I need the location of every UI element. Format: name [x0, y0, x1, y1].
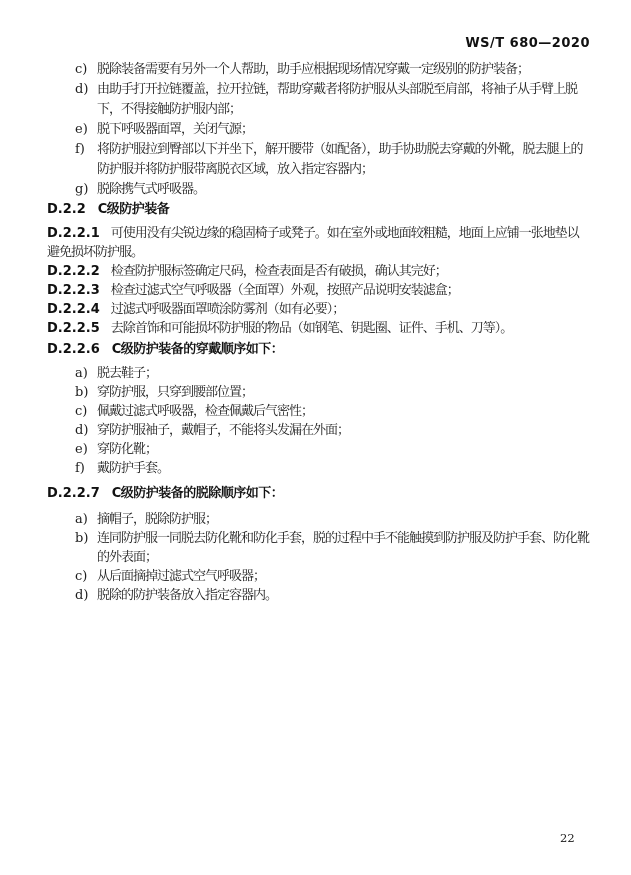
list-item: [47, 140, 590, 180]
doffing-order-list: [47, 510, 590, 605]
list-item-label: a): [75, 512, 88, 527]
list-item: [47, 510, 590, 529]
clause-text: 过滤式呼吸器面罩喷涂防雾剂（如有必要）；: [110, 302, 345, 317]
list-item: [47, 586, 590, 605]
clause-text: 可使用没有尖锐边缘的稳固椅子或凳子。如在室外或地面较粗糙，地面上应铺一张地垫以避免损坏防护服。: [47, 226, 579, 260]
list-item: [47, 459, 590, 478]
list-item-text: 穿防护服，只穿到腰部位置；: [97, 385, 254, 400]
section-heading-d2227: [47, 484, 590, 504]
list-item-text: 戴防护手套。: [97, 461, 170, 476]
list-item: [47, 402, 590, 421]
list-item-label: a): [75, 366, 88, 381]
list-item-text: 脱除的防护装备放入指定容器内。: [97, 588, 278, 603]
clause-number: D.2.2.2: [47, 264, 100, 279]
list-item-label: e): [75, 122, 88, 137]
doffing-steps-list-continued: [47, 60, 590, 200]
list-item-label: c): [75, 404, 88, 419]
list-item-text: 脱去鞋子；: [97, 366, 158, 381]
list-item-label: f): [75, 142, 85, 157]
list-item-text: 脱下呼吸器面罩，关闭气源；: [97, 122, 254, 137]
list-item: [47, 364, 590, 383]
clause-d2222: [47, 262, 590, 281]
clause-number: D.2.2.4: [47, 302, 100, 317]
list-item-label: g): [75, 182, 89, 197]
list-item-text: 脱除携气式呼吸器。: [97, 182, 206, 197]
page-content: [47, 54, 590, 605]
clause-title: C级防护装备的穿戴顺序如下：: [111, 342, 284, 357]
donning-order-list: [47, 364, 590, 478]
clause-d2221: [47, 224, 590, 262]
clause-number: D.2.2.6: [47, 342, 100, 357]
list-item-label: e): [75, 442, 88, 457]
list-item-text: 摘帽子，脱除防护服；: [97, 512, 218, 527]
list-item-text: 连同防护服一同脱去防化靴和防化手套，脱的过程中手不能触摸到防护服及防护手套、防化靴的外表面；: [97, 531, 590, 565]
list-item: [47, 60, 590, 80]
list-item: [47, 567, 590, 586]
clause-text: 检查过滤式空气呼吸器（全面罩）外观，按照产品说明安装滤盒；: [110, 283, 459, 298]
clause-number: D.2.2: [47, 202, 86, 217]
list-item-label: d): [75, 588, 89, 603]
list-item-text: 佩戴过滤式呼吸器，检查佩戴后气密性；: [97, 404, 314, 419]
section-heading-d22: [47, 200, 590, 220]
page-number: 22: [560, 831, 575, 845]
clause-number: D.2.2.7: [47, 486, 100, 501]
clause-text: 检查防护服标签确定尺码，检查表面是否有破损，确认其完好；: [110, 264, 447, 279]
clause-number: D.2.2.1: [47, 226, 100, 241]
list-item-label: c): [75, 62, 88, 77]
list-item: [47, 120, 590, 140]
list-item: [47, 383, 590, 402]
list-item-text: 将防护服拉到臀部以下并坐下，解开腰带（如配备），助手协助脱去穿戴的外靴，脱去腿上的防护服并将防护服带离脱衣区域，放入指定容器内；: [97, 142, 583, 177]
list-item: [47, 440, 590, 459]
clause-d2225: [47, 319, 590, 338]
clause-number: D.2.2.5: [47, 321, 100, 336]
list-item-label: d): [75, 82, 89, 97]
list-item-label: f): [75, 461, 85, 476]
clause-d2223: [47, 281, 590, 300]
clause-title: C级防护装备的脱除顺序如下：: [111, 486, 284, 501]
list-item: [47, 529, 590, 567]
clause-text: 去除首饰和可能损坏防护服的物品（如钢笔、钥匙圈、证件、手机、刀等）。: [110, 321, 513, 336]
clause-number: D.2.2.3: [47, 283, 100, 298]
list-item-label: c): [75, 569, 88, 584]
clause-d2224: [47, 300, 590, 319]
clause-title: C级防护装备: [97, 202, 170, 217]
list-item-label: d): [75, 423, 89, 438]
list-item-text: 由助手打开拉链覆盖，拉开拉链，帮助穿戴者将防护服从头部脱至肩部，将袖子从手臂上脱下，不得接触防护服内部；: [97, 82, 578, 117]
list-item-text: 从后面摘掉过滤式空气呼吸器；: [97, 569, 266, 584]
list-item: [47, 421, 590, 440]
list-item-text: 穿防护服袖子，戴帽子，不能将头发漏在外面；: [97, 423, 350, 438]
list-item-label: b): [75, 531, 89, 546]
standard-number-header: WS/T 680—2020: [465, 36, 590, 51]
section-heading-d2226: [47, 340, 590, 360]
list-item: [47, 80, 590, 120]
list-item-label: b): [75, 385, 89, 400]
list-item: [47, 180, 590, 200]
list-item-text: 穿防化靴；: [97, 442, 158, 457]
list-item-text: 脱除装备需要有另外一个人帮助，助手应根据现场情况穿戴一定级别的防护装备；: [97, 62, 530, 77]
